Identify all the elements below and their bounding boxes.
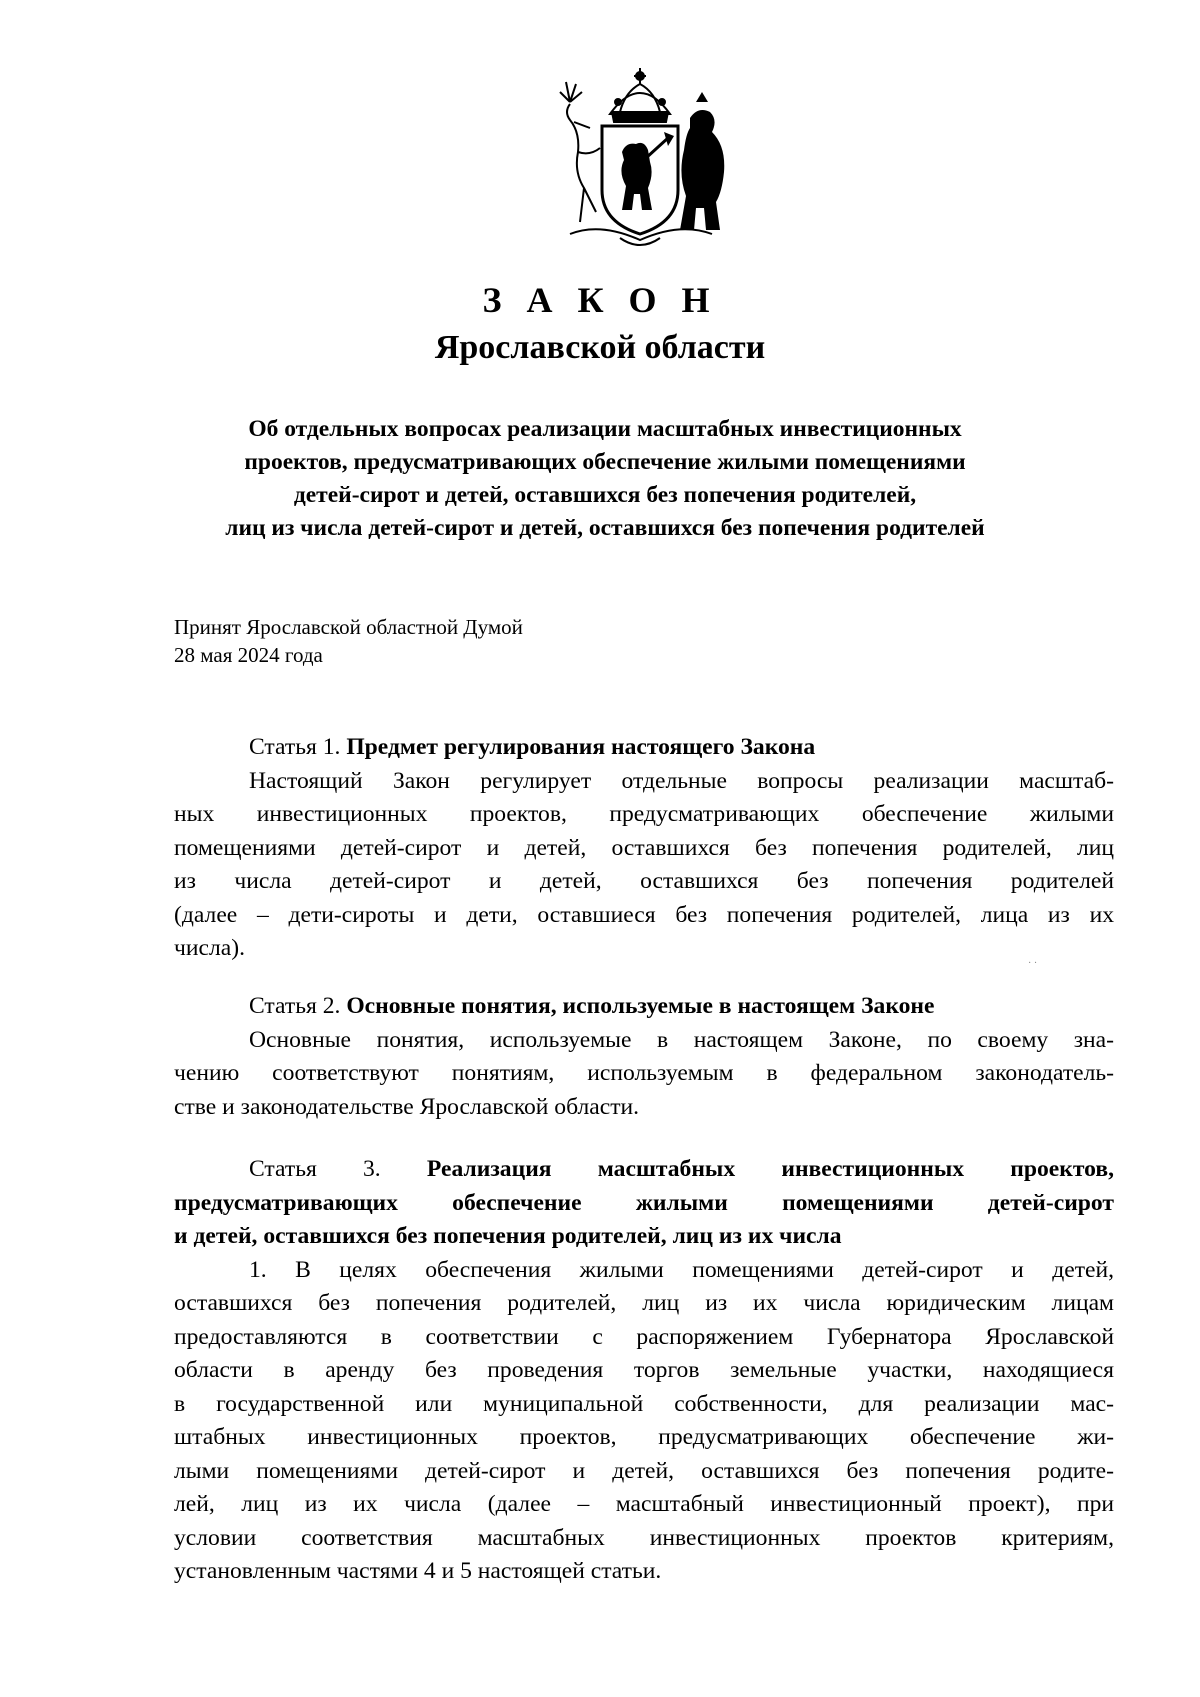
paragraph-line: Основные понятия, используемые в настоящем Законе, по своему зна- (249, 1026, 1114, 1053)
paragraph-line: лей, лиц из их числа (далее – масштабный инвестиционный проект), при (174, 1491, 1114, 1517)
scan-artifact: · · (1028, 958, 1038, 969)
paragraph-line: 1. В целях обеспечения жилыми помещениями детей-сирот и детей, (249, 1256, 1114, 1283)
deer-supporter-icon (560, 82, 600, 222)
paragraph-line: из числа детей-сирот и детей, оставшихся без попечения родителей (174, 868, 1114, 894)
article-1 (174, 731, 1114, 966)
paragraph-line: штабных инвестиционных проектов, предусматривающих обеспечение жи- (174, 1424, 1114, 1450)
subject-line: детей-сирот и детей, оставшихся без попечения родителей, (293, 482, 917, 508)
article-3-label: Статья 3. (249, 1156, 427, 1182)
adopted-by: Принят Ярославской областной Думой (174, 615, 523, 639)
adopted-date: 28 мая 2024 года (174, 643, 323, 667)
paragraph-line: условии соответствия масштабных инвестиционных проектов критериям, (174, 1524, 1114, 1551)
paragraph-line: установленным частями 4 и 5 настоящей статьи. (174, 1558, 662, 1584)
law-title: З А К О Н (482, 280, 718, 320)
paragraph-line: в государственной или муниципальной собственности, для реализации мас- (174, 1390, 1114, 1417)
crown-icon (610, 68, 670, 122)
paragraph-line: оставшихся без попечения родителей, лиц из их числа юридическим лицам (174, 1290, 1114, 1316)
article-3-heading-line (174, 1187, 1114, 1221)
paragraph-line: лыми помещениями детей-сирот и детей, оставшихся без попечения родите- (174, 1457, 1114, 1484)
adoption-info (174, 613, 523, 669)
article-3 (174, 1153, 1114, 1589)
article-3-title-line: и детей, оставшихся без попечения родителей, лиц из их числа (174, 1223, 842, 1249)
article-3-heading-line (174, 1220, 1114, 1254)
paragraph-line: ных инвестиционных проектов, предусматривающих обеспечение жилыми (174, 801, 1114, 827)
paragraph-line: стве и законодательстве Ярославской области. (174, 1093, 640, 1120)
article-1-label: Статья 1. (249, 734, 347, 760)
article-2-heading (174, 990, 1114, 1024)
paragraph-line: области в аренду без проведения торгов земельные участки, находящиеся (174, 1357, 1114, 1383)
article-1-heading (174, 731, 1114, 765)
article-2-label: Статья 2. (249, 993, 347, 1019)
paragraph-line: помещениями детей-сирот и детей, оставшихся без попечения родителей, лиц (174, 834, 1114, 861)
paragraph-line: (далее – дети-сироты и дети, оставшиеся без попечения родителей, лица из их (174, 901, 1114, 928)
paragraph-line: числа). (174, 935, 245, 961)
article-3-title-line: Реализация масштабных инвестиционных проектов, (426, 1156, 1114, 1182)
coat-of-arms-emblem (540, 62, 740, 252)
article-1-title: Предмет регулирования настоящего Закона (346, 734, 816, 760)
region-title: Ярославской области (434, 329, 766, 366)
shield-icon (602, 126, 678, 234)
paragraph-line: предоставляются в соответствии с распоряжением Губернатора Ярославской (174, 1323, 1114, 1350)
paragraph-line: Настоящий Закон регулирует отдельные вопросы реализации масштаб- (249, 767, 1114, 794)
article-3-heading (174, 1153, 1114, 1187)
subject-line: проектов, предусматривающих обеспечение жилыми помещениями (244, 449, 966, 475)
bear-supporter-icon (680, 92, 724, 230)
article-2 (174, 990, 1114, 1124)
subject-line: лиц из числа детей-сирот и детей, оставшихся без попечения родителей (225, 515, 985, 541)
law-subject (160, 413, 1050, 545)
article-2-title: Основные понятия, используемые в настоящем Законе (346, 993, 935, 1019)
subject-line: Об отдельных вопросах реализации масштабных инвестиционных (248, 416, 962, 442)
paragraph-line: чению соответствуют понятиям, используемым в федеральном законодатель- (174, 1060, 1114, 1086)
article-3-title-line: предусматривающих обеспечение жилыми помещениями детей-сирот (174, 1189, 1114, 1216)
